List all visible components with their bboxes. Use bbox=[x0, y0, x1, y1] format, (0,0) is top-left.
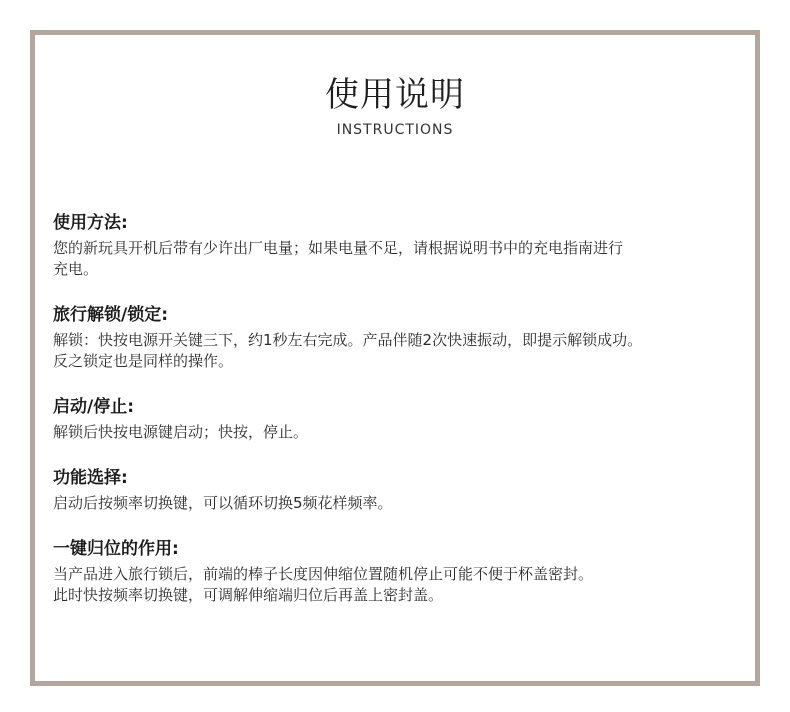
instruction-card bbox=[30, 30, 760, 686]
instruction-sections bbox=[53, 210, 743, 628]
section-heading: 启动/停止: bbox=[53, 397, 135, 417]
section-text: 解锁：快按电源开关键三下，约1秒左右完成。产品伴随2次快速振动，即提示解锁成功。 bbox=[53, 331, 643, 349]
section-text: 启动后按频率切换键，可以循环切换5频花样频率。 bbox=[53, 494, 393, 512]
section-one-key-reset bbox=[53, 536, 743, 606]
section-heading: 旅行解锁/锁定: bbox=[53, 305, 169, 325]
section-text: 此时快按频率切换键，可调解伸缩端归位后再盖上密封盖。 bbox=[53, 586, 444, 604]
section-text: 当产品进入旅行锁后，前端的棒子长度因伸缩位置随机停止可能不便于杯盖密封。 bbox=[53, 565, 594, 583]
page-title: 使用说明 bbox=[325, 75, 465, 115]
section-start-stop bbox=[53, 394, 743, 443]
section-travel-lock bbox=[53, 302, 743, 372]
section-heading: 功能选择: bbox=[53, 468, 128, 488]
section-heading: 使用方法: bbox=[53, 213, 128, 233]
section-text: 充电。 bbox=[53, 260, 99, 278]
section-usage bbox=[53, 210, 743, 280]
section-function-select bbox=[53, 465, 743, 514]
section-text: 解锁后快按电源键启动；快按，停止。 bbox=[53, 423, 309, 441]
page-subtitle: INSTRUCTIONS bbox=[336, 122, 454, 138]
section-text: 反之锁定也是同样的操作。 bbox=[53, 352, 234, 370]
section-heading: 一键归位的作用: bbox=[53, 539, 179, 559]
section-text: 您的新玩具开机后带有少许出厂电量；如果电量不足，请根据说明书中的充电指南进行 bbox=[53, 239, 624, 257]
